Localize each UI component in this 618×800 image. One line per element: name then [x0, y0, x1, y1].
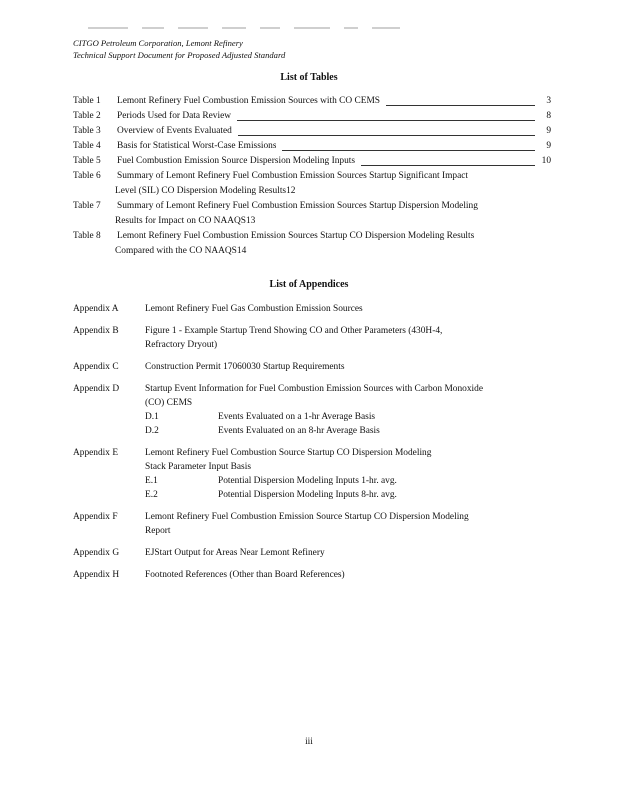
appendix-title: Footnoted References (Other than Board References) [145, 570, 345, 580]
list-of-appendices-heading: List of Appendices [269, 279, 349, 290]
toc-text: Lemont Refinery Fuel Combustion Emission Sources Startup CO Dispersion Modeling Results [117, 231, 475, 241]
toc-text-continued: Results for Impact on CO NAAQS [115, 216, 246, 226]
toc-page: 12 [286, 186, 296, 196]
toc-label: Table 2 [73, 111, 101, 121]
toc-label: Table 1 [73, 96, 101, 106]
appendix-title: Figure 1 - Example Startup Trend Showing CO and Other Parameters (430H-4, [145, 326, 443, 336]
toc-text: Fuel Combustion Emission Source Dispersion Modeling Inputs [117, 156, 356, 166]
appendix-label: Appendix F [73, 512, 118, 522]
list-of-tables-heading: List of Tables [280, 72, 338, 83]
appendix-item[interactable] [73, 568, 551, 582]
dot-leader [282, 150, 535, 151]
subitem-label: E.1 [145, 476, 158, 486]
page-number: iii [305, 737, 313, 747]
toc-row[interactable] [73, 109, 551, 124]
toc-row[interactable] [73, 199, 551, 229]
toc-page: 9 [546, 126, 551, 136]
toc-label: Table 8 [73, 231, 101, 241]
header-line-2: Technical Support Document for Proposed Adjusted Standard [73, 50, 286, 60]
toc-label: Table 4 [73, 141, 101, 151]
toc-text: Overview of Events Evaluated [117, 126, 232, 136]
appendix-title-continued: Stack Parameter Input Basis [145, 462, 251, 472]
appendix-subitem[interactable] [145, 424, 551, 438]
appendix-title: Startup Event Information for Fuel Combustion Emission Sources with Carbon Monoxide [145, 384, 483, 394]
appendix-label: Appendix H [73, 570, 120, 580]
appendix-label: Appendix E [73, 448, 119, 458]
dot-leader [386, 105, 535, 106]
appendix-title-continued: Report [145, 526, 171, 536]
appendices-list [73, 302, 551, 582]
toc-label: Table 6 [73, 171, 101, 181]
toc-text: Basis for Statistical Worst-Case Emissions [117, 141, 277, 151]
appendix-title: Lemont Refinery Fuel Combustion Emission Source Startup CO Dispersion Modeling [145, 512, 469, 522]
toc-page: 9 [546, 141, 551, 151]
toc-text: Periods Used for Data Review [117, 111, 232, 121]
appendix-label: Appendix G [73, 548, 120, 558]
toc-text: Summary of Lemont Refinery Fuel Combustion Emission Sources Startup Dispersion Modeling [117, 201, 478, 211]
tables-list [73, 94, 551, 259]
toc-label: Table 3 [73, 126, 101, 136]
toc-text-continued: Compared with the CO NAAQS [115, 246, 237, 256]
appendix-item[interactable] [73, 382, 551, 438]
appendix-subitem[interactable] [145, 410, 551, 424]
toc-page: 10 [541, 156, 551, 166]
header-line-1: CITGO Petroleum Corporation, Lemont Refinery [73, 38, 243, 48]
toc-text-continued: Level (SIL) CO Dispersion Modeling Results [115, 186, 287, 196]
appendix-item[interactable] [73, 360, 551, 374]
appendix-label: Appendix D [73, 384, 120, 394]
appendix-subitem[interactable] [145, 474, 551, 488]
appendix-title: EJStart Output for Areas Near Lemont Refinery [145, 548, 325, 558]
dot-leader [237, 120, 535, 121]
appendix-title-continued: (CO) CEMS [145, 398, 193, 408]
toc-page: 3 [546, 96, 551, 106]
toc-page: 8 [546, 111, 551, 121]
toc-label: Table 7 [73, 201, 101, 211]
toc-page: 14 [236, 246, 247, 256]
dot-leader [361, 165, 535, 166]
appendix-item[interactable] [73, 546, 551, 560]
appendix-title: Lemont Refinery Fuel Gas Combustion Emission Sources [145, 304, 363, 314]
toc-text: Summary of Lemont Refinery Fuel Combustion Emission Sources Startup Significant Impact [117, 171, 468, 181]
appendix-label: Appendix A [73, 304, 119, 314]
toc-row[interactable] [73, 169, 551, 199]
toc-row[interactable] [73, 154, 551, 169]
appendix-label: Appendix C [73, 362, 119, 372]
appendix-label: Appendix B [73, 326, 119, 336]
subitem-label: D.2 [145, 426, 159, 436]
appendix-item[interactable] [73, 510, 551, 538]
appendix-subitem[interactable] [145, 488, 551, 502]
toc-row[interactable] [73, 94, 551, 109]
subitem-text: Events Evaluated on a 1-hr Average Basis [218, 412, 376, 422]
toc-page: 13 [245, 216, 256, 226]
toc-row[interactable] [73, 229, 551, 259]
toc-row[interactable] [73, 139, 551, 154]
faint-header-marks [88, 27, 488, 31]
subitem-label: D.1 [145, 412, 159, 422]
appendix-item[interactable] [73, 446, 551, 502]
document-header [73, 37, 285, 61]
appendix-title: Lemont Refinery Fuel Combustion Source Startup CO Dispersion Modeling [145, 448, 432, 458]
toc-label: Table 5 [73, 156, 101, 166]
subitem-text: Potential Dispersion Modeling Inputs 8-hr. avg. [218, 490, 397, 500]
appendix-item[interactable] [73, 324, 551, 352]
appendix-title: Construction Permit 17060030 Startup Requirements [145, 362, 345, 372]
appendix-item[interactable] [73, 302, 551, 316]
toc-row[interactable] [73, 124, 551, 139]
subitem-text: Events Evaluated on an 8-hr Average Basis [218, 426, 380, 436]
subitem-label: E.2 [145, 490, 158, 500]
toc-text: Lemont Refinery Fuel Combustion Emission Sources with CO CEMS [117, 96, 381, 106]
subitem-text: Potential Dispersion Modeling Inputs 1-hr. avg. [218, 476, 397, 486]
dot-leader [238, 135, 535, 136]
appendix-title-continued: Refractory Dryout) [145, 340, 218, 350]
